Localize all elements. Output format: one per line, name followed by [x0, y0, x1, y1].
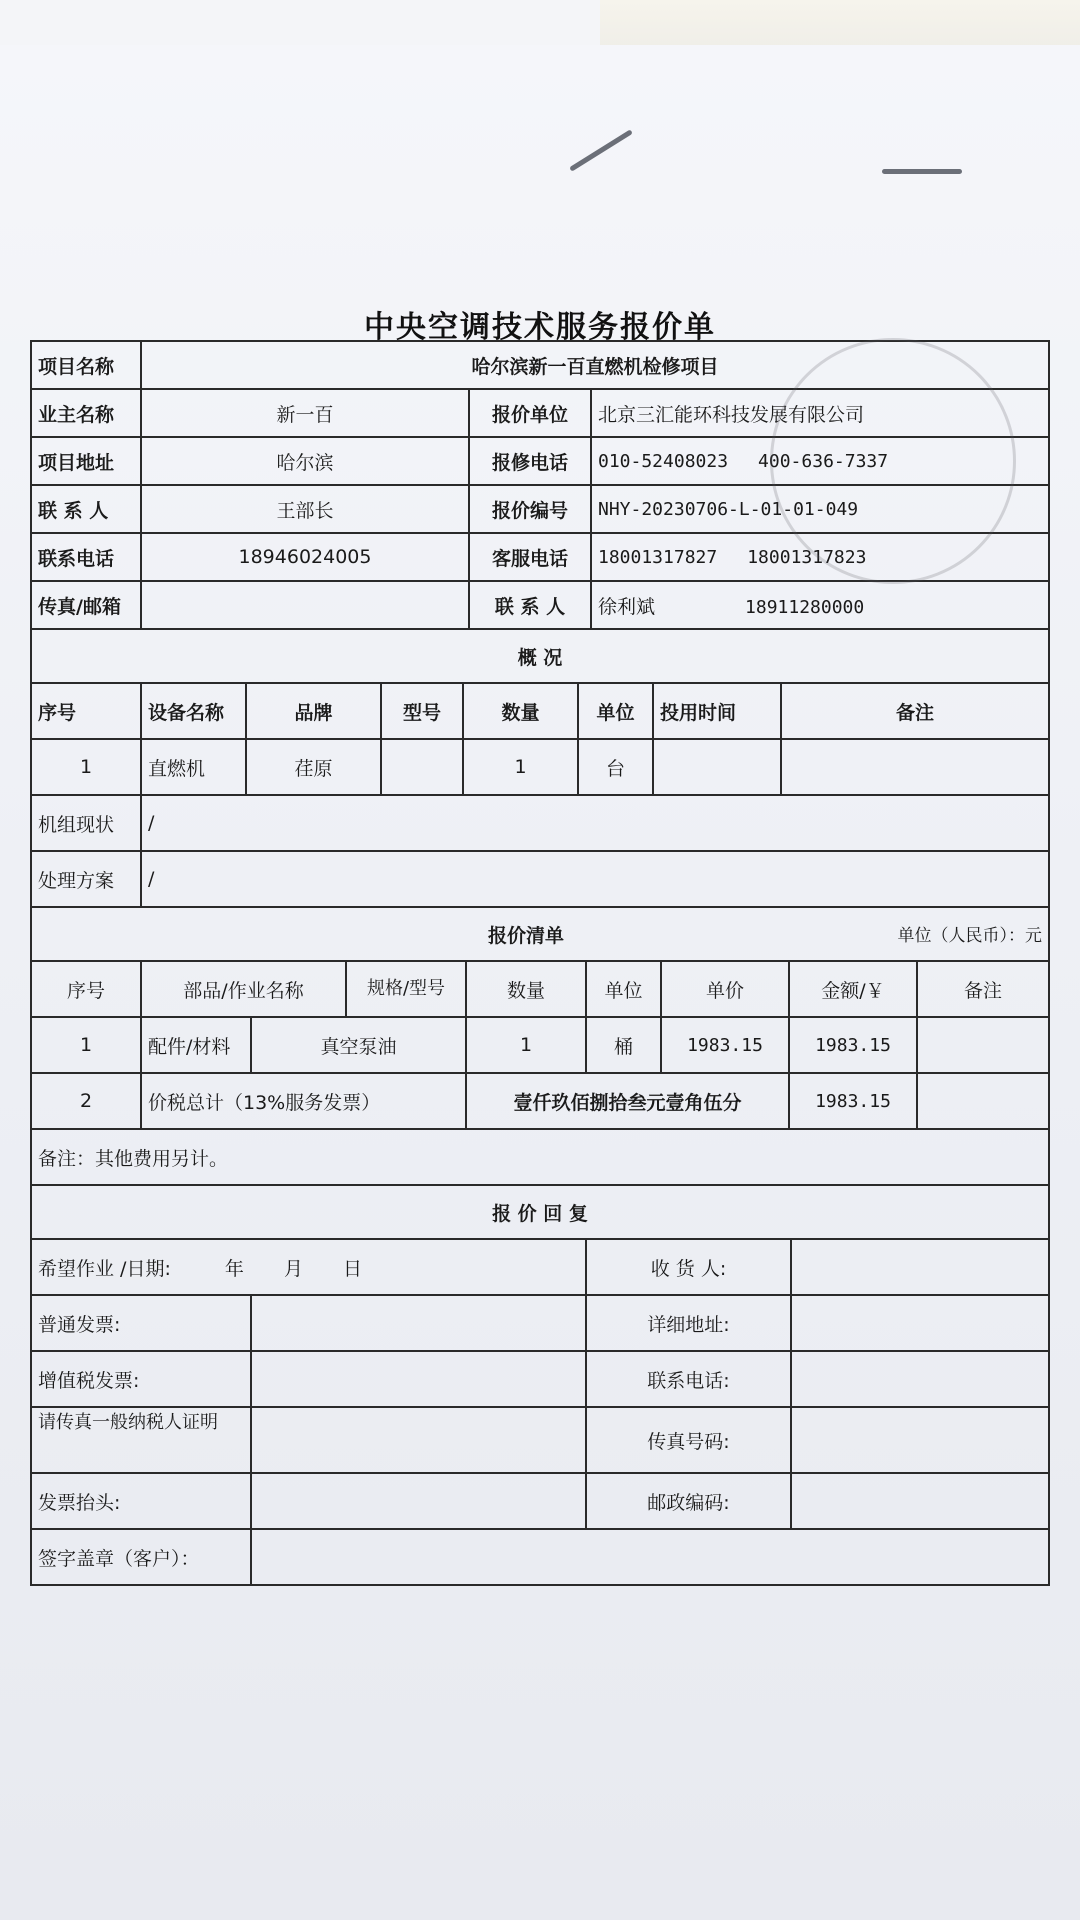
- overview-cell: [781, 739, 1049, 795]
- item-category: 配件/材料: [141, 1017, 251, 1073]
- address-label: 项目地址: [31, 437, 141, 485]
- quote-heading: 报价清单: [488, 924, 565, 947]
- overview-header: 单位: [578, 683, 653, 739]
- overview-header: 型号: [381, 683, 463, 739]
- overview-cell: 直燃机: [141, 739, 246, 795]
- overview-header: 数量: [463, 683, 578, 739]
- quote-header: 规格/型号: [346, 961, 466, 1017]
- item-no: 1: [31, 1017, 141, 1073]
- customer-sign-label: 签字盖章（客户）：: [31, 1529, 251, 1585]
- overview-header: 投用时间: [653, 683, 781, 739]
- quote-heading-row: [31, 907, 1049, 961]
- reply-phone-field[interactable]: [791, 1351, 1049, 1407]
- contact2-name: 徐利斌: [598, 595, 656, 618]
- quote-header: 数量: [466, 961, 586, 1017]
- company-seal-stamp: [770, 338, 1016, 584]
- total-label: 价税总计（13%服务发票）: [141, 1073, 466, 1129]
- fax-number-label: 传真号码:: [586, 1407, 791, 1473]
- staple-mark: [882, 169, 962, 174]
- overview-cell: 台: [578, 739, 653, 795]
- normal-invoice-field[interactable]: [251, 1295, 586, 1351]
- fax-value: [141, 581, 469, 629]
- total-note: [917, 1073, 1049, 1129]
- customer-sign-field[interactable]: [251, 1529, 1049, 1585]
- overview-heading: 概 况: [31, 629, 1049, 683]
- postcode-field[interactable]: [791, 1473, 1049, 1529]
- reply-heading: 报 价 回 复: [31, 1185, 1049, 1239]
- total-amount: 1983.15: [789, 1073, 917, 1129]
- address-value: 哈尔滨: [141, 437, 469, 485]
- detail-address-label: 详细地址:: [586, 1295, 791, 1351]
- phone-value: 18946024005: [141, 533, 469, 581]
- postcode-label: 邮政编码:: [586, 1473, 791, 1529]
- document-title: 中央空调技术服务报价单: [364, 310, 716, 345]
- quote-header: 金额/￥: [789, 961, 917, 1017]
- quote-header: 部品/作业名称: [141, 961, 346, 1017]
- contact2-label: 联 系 人: [469, 581, 591, 629]
- item-unit: 桶: [586, 1017, 661, 1073]
- owner-label: 业主名称: [31, 389, 141, 437]
- invoice-title-label: 发票抬头:: [31, 1473, 251, 1529]
- service-phone-1: 18001317827: [598, 546, 718, 568]
- repair-phone-2: 400-636-7337: [758, 450, 889, 472]
- contact2-value: [591, 581, 1049, 629]
- invoice-title-field[interactable]: [251, 1473, 586, 1529]
- overview-cell: 1: [31, 739, 141, 795]
- phone-label: 联系电话: [31, 533, 141, 581]
- unit-status-label: 机组现状: [31, 795, 141, 851]
- owner-value: 新一百: [141, 389, 469, 437]
- project-name: 哈尔滨新一百直燃机检修项目: [141, 341, 1049, 389]
- repair-phone-1: 010-52408023: [598, 450, 729, 472]
- month-label: 月: [283, 1257, 303, 1280]
- quote-no-label: 报价编号: [469, 485, 591, 533]
- overview-header: 序号: [31, 683, 141, 739]
- taxpayer-proof-field[interactable]: [251, 1407, 586, 1473]
- item-note: [917, 1017, 1049, 1073]
- plan-label: 处理方案: [31, 851, 141, 907]
- reply-table: [30, 1184, 1050, 1586]
- plan-value: /: [141, 851, 1049, 907]
- repair-phone-label: 报修电话: [469, 437, 591, 485]
- date-field[interactable]: [31, 1239, 586, 1295]
- year-label: 年: [224, 1257, 244, 1280]
- day-label: 日: [343, 1257, 363, 1280]
- detail-address-field[interactable]: [791, 1295, 1049, 1351]
- receiver-field[interactable]: [791, 1239, 1049, 1295]
- item-name: 真空泵油: [251, 1017, 466, 1073]
- normal-invoice-label: 普通发票:: [31, 1295, 251, 1351]
- date-label: 希望作业 /日期:: [38, 1257, 171, 1280]
- service-phone-2: 18001317823: [747, 546, 867, 568]
- contact-value: 王部长: [141, 485, 469, 533]
- contact-label: 联 系 人: [31, 485, 141, 533]
- quote-header: 序号: [31, 961, 141, 1017]
- quote-unit-value: 北京三汇能环科技发展有限公司: [591, 389, 1049, 437]
- receiver-label: 收 货 人:: [586, 1239, 791, 1295]
- taxpayer-proof-label: 请传真一般纳税人证明: [31, 1407, 251, 1473]
- quote-table: [30, 906, 1050, 1186]
- quote-no-value: NHY-20230706-L-01-01-049: [591, 485, 1049, 533]
- unit-status-value: /: [141, 795, 1049, 851]
- staple-mark: [569, 129, 633, 171]
- item-qty: 1: [466, 1017, 586, 1073]
- quote-unit-label: 报价单位: [469, 389, 591, 437]
- item-price: 1983.15: [661, 1017, 789, 1073]
- quote-remark: 备注：其他费用另计。: [31, 1129, 1049, 1185]
- total-no: 2: [31, 1073, 141, 1129]
- overview-cell: [653, 739, 781, 795]
- overview-cell: [381, 739, 463, 795]
- quote-header: 单价: [661, 961, 789, 1017]
- overview-cell: 荏原: [246, 739, 381, 795]
- contact2-phone: 18911280000: [745, 596, 865, 618]
- overview-table: [30, 628, 1050, 908]
- project-name-label: 项目名称: [31, 341, 141, 389]
- fax-label: 传真/邮箱: [31, 581, 141, 629]
- overview-header: 设备名称: [141, 683, 246, 739]
- quote-header: 单位: [586, 961, 661, 1017]
- currency-unit-note: 单位（人民币）：元: [897, 925, 1042, 946]
- overview-header: 备注: [781, 683, 1049, 739]
- fax-number-field[interactable]: [791, 1407, 1049, 1473]
- vat-invoice-field[interactable]: [251, 1351, 586, 1407]
- item-amount: 1983.15: [789, 1017, 917, 1073]
- service-phone-label: 客服电话: [469, 533, 591, 581]
- overview-cell: 1: [463, 739, 578, 795]
- vat-invoice-label: 增值税发票:: [31, 1351, 251, 1407]
- quote-header: 备注: [917, 961, 1049, 1017]
- reply-phone-label: 联系电话:: [586, 1351, 791, 1407]
- total-in-words: 壹仟玖佰捌拾叁元壹角伍分: [466, 1073, 789, 1129]
- overview-header: 品牌: [246, 683, 381, 739]
